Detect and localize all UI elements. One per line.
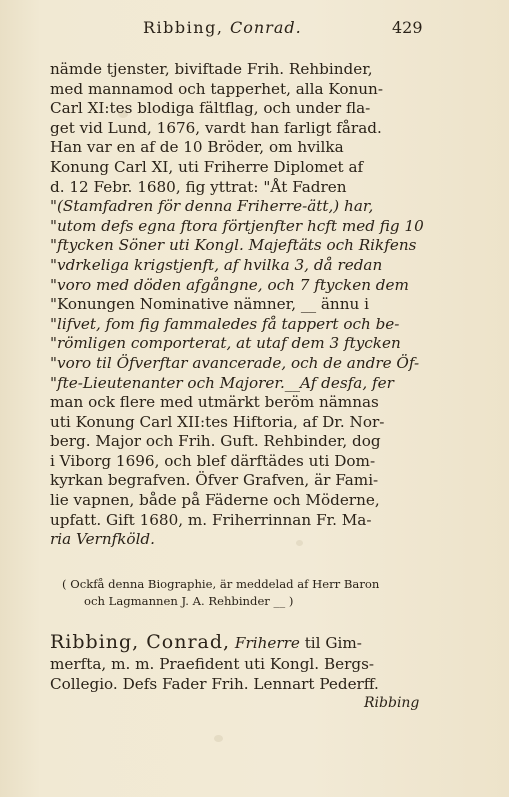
text-line: kyrkan begrafven. Öfver Grafven, är Fami-: [50, 471, 379, 490]
footnote: [62, 576, 442, 610]
quote-line: "vdrkeliga krigstjenft, af hvilka 3, då redan: [50, 255, 383, 274]
text-line: get vid Lund, 1676, vardt han farligt fårad.: [50, 118, 382, 137]
quote-line: "römligen comporterat, at utaf dem 3 ftycken: [50, 334, 401, 353]
entry-heading: [50, 630, 432, 654]
entry-title: Friherre: [234, 634, 300, 652]
quote-line: "voro til Öfverftar avancerade, och de andre Öf-: [50, 353, 420, 372]
quote-line: "(Stamfadren för denna Friherre-ätt,) har,: [50, 197, 374, 216]
text-line: Konung Carl XI, uti Friherre Diplomet af: [50, 157, 364, 176]
quote-line: "utom defs egna ftora förtjenfter hcft med fig 10: [50, 216, 424, 235]
running-head-name: Ribbing,: [143, 18, 230, 37]
quote-line: "ftycken Söner uti Kongl. Majeftäts och Rikfens: [50, 236, 417, 255]
entry-heading-rest: til Gim-: [304, 634, 362, 652]
text-line: man ock flere med utmärkt beröm nämnas: [50, 393, 379, 412]
entry-name: Ribbing, Conrad,: [50, 631, 231, 653]
catchword: Ribbing: [364, 695, 420, 711]
page-number: 429: [392, 18, 423, 37]
text-line: berg. Major och Frih. Guft. Rehbinder, dog: [50, 432, 381, 451]
main-text: [50, 60, 432, 550]
text-line: lie vapnen, både på Fäderne och Möderne,: [50, 491, 380, 510]
text-line: ria Vernfköld.: [50, 530, 155, 549]
running-head: [0, 18, 509, 42]
footnote-line: ( Ockfå denna Biographie, är meddelad af Herr Baron: [62, 577, 380, 591]
text-line: med mannamod och tapperhet, alla Konun-: [50, 79, 383, 98]
footnote-line: och Lagmannen J. A. Rehbinder __ ): [84, 594, 294, 608]
text-line: uti Konung Carl XII:tes Hiftoria, af Dr. Nor-: [50, 412, 385, 431]
text-line: "Konungen Nominative nämner, __ ännu i: [50, 295, 369, 314]
quote-line: "fte-Lieutenanter och Majorer.__Af desfa, fer: [50, 373, 394, 392]
text-line: nämde tjenster, biviftade Frih. Rehbinder,: [50, 60, 373, 78]
entry-line: Collegio. Defs Fader Frih. Lennart Pederff.: [50, 675, 379, 693]
quote-line: "voro med döden afgångne, och 7 ftycken dem: [50, 275, 409, 294]
text-line: i Viborg 1696, och blef därftädes uti Dom-: [50, 451, 376, 470]
text-line: Carl XI:tes blodiga fältflag, och under fla-: [50, 99, 371, 118]
running-head-title: [143, 18, 302, 37]
entry-line: merfta, m. m. Praefident uti Kongl. Bergs-: [50, 655, 374, 673]
foxing-spot: [214, 735, 223, 742]
text-line: Han var en af de 10 Bröder, om hvilka: [50, 138, 344, 157]
text-line: d. 12 Febr. 1680, fig yttrat: "Åt Fadren: [50, 177, 347, 196]
biography-entry: [50, 630, 432, 694]
running-head-name-italic: Conrad.: [229, 18, 302, 37]
text-line: upfatt. Gift 1680, m. Friherrinnan Fr. Ma-: [50, 510, 372, 529]
quote-line: "lifvet, fom fig fammaledes få tappert och be-: [50, 314, 400, 333]
